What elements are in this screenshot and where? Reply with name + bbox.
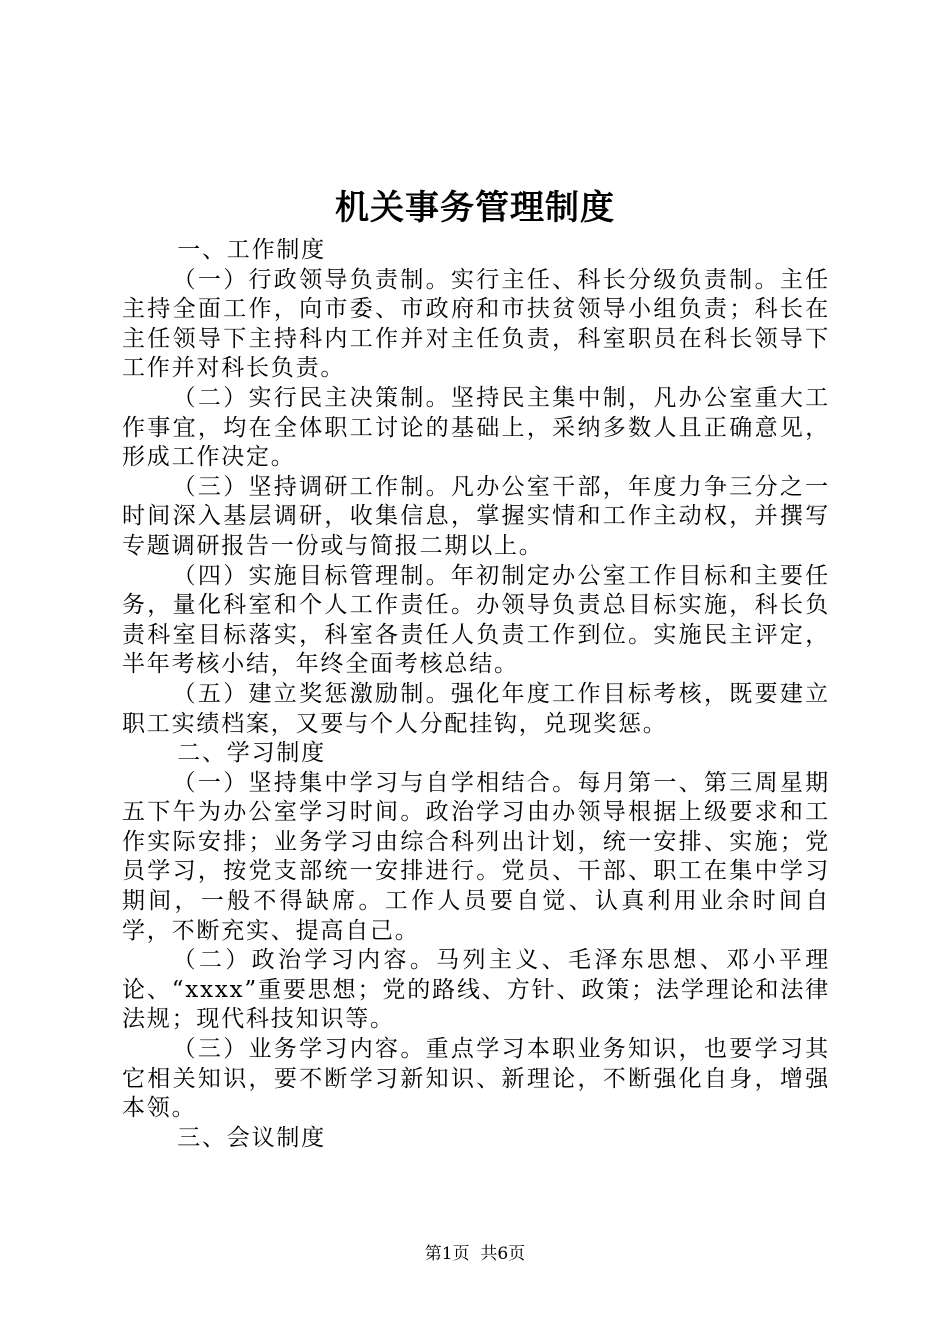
section-heading-study: 二、学习制度: [177, 740, 326, 767]
paragraph: （一）行政领导负责制。实行主任、科长分级负责制。主任主持全面工作，向市委、市政府和市扶贫领导小组负责；科长在主任领导下主持科内工作并对主任负责，科室职员在科长领导下工作并对科长负责。: [122, 266, 830, 382]
paragraph: （四）实施目标管理制。年初制定办公室工作目标和主要任务，量化科室和个人工作责任。办领导负责总目标实施，科长负责科室目标落实，科室各责任人负责工作到位。实施民主评定，半年考核小结，年终全面考核总结。: [122, 562, 830, 678]
document-body: [122, 236, 830, 1153]
page-number: 第1页: [424, 1244, 470, 1264]
paragraph: （三）业务学习内容。重点学习本职业务知识，也要学习其它相关知识，要不断学习新知识、新理论，不断强化自身，增强本领。: [122, 1036, 830, 1122]
page-total: 共6页: [480, 1244, 526, 1264]
paragraph: （一）坚持集中学习与自学相结合。每月第一、第三周星期五下午为办公室学习时间。政治学习由办领导根据上级要求和工作实际安排；业务学习由综合科列出计划，统一安排、实施；党员学习，按党支部统一安排进行。党员、干部、职工在集中学习期间，一般不得缺席。工作人员要自觉、认真利用业余时间自学，不断充实、提高自己。: [122, 769, 830, 944]
page-footer: [0, 1242, 950, 1266]
paragraph: （二）政治学习内容。马列主义、毛泽东思想、邓小平理论、“xxxx”重要思想；党的路线、方针、政策；法学理论和法律法规；现代科技知识等。: [122, 947, 830, 1033]
paragraph: （五）建立奖惩激励制。强化年度工作目标考核，既要建立职工实绩档案，又要与个人分配挂钩，兑现奖惩。: [122, 680, 830, 737]
paragraph: （三）坚持调研工作制。凡办公室干部，年度力争三分之一时间深入基层调研，收集信息，掌握实情和工作主动权，并撰写专题调研报告一份或与简报二期以上。: [122, 473, 830, 559]
paragraph: （二）实行民主决策制。坚持民主集中制，凡办公室重大工作事宜，均在全体职工讨论的基础上，采纳多数人且正确意见，形成工作决定。: [122, 384, 830, 471]
section-heading-meeting: 三、会议制度: [177, 1124, 326, 1151]
section-heading-work: 一、工作制度: [177, 237, 326, 263]
document-title: 机关事务管理制度: [335, 188, 615, 228]
